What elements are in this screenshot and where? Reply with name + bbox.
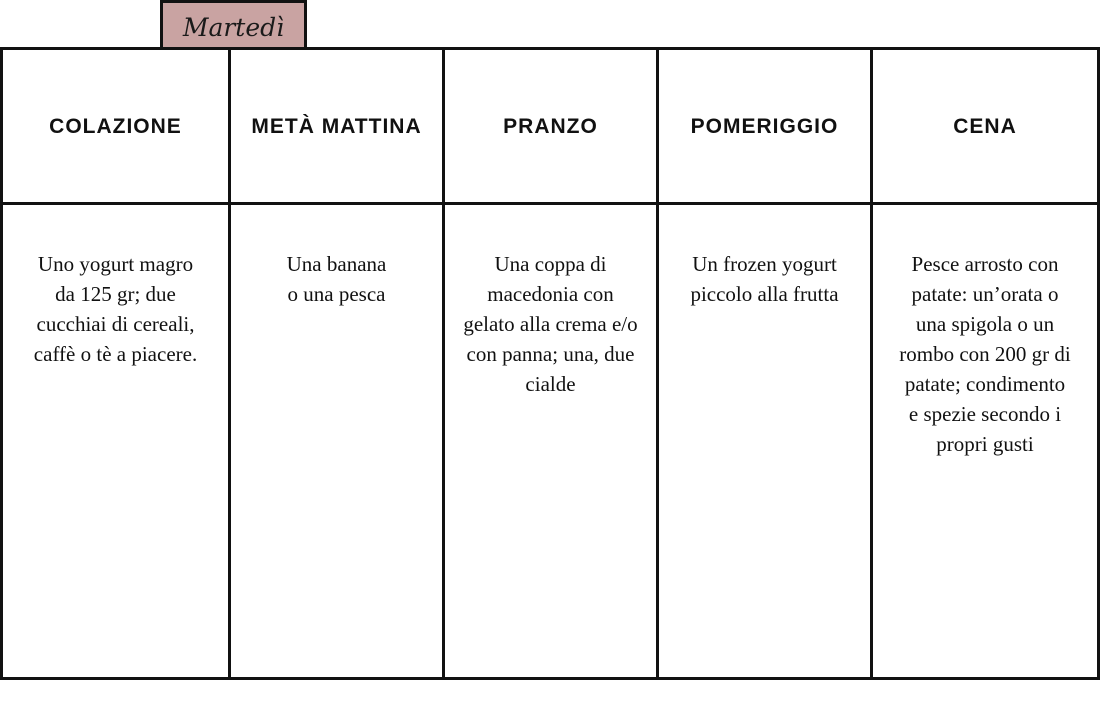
- cell-line: gelato alla crema e/o: [463, 312, 638, 336]
- meal-plan-table: [0, 47, 1100, 680]
- cell-line: rombo con 200 gr di: [899, 342, 1071, 366]
- cell-pomeriggio: [659, 205, 873, 677]
- cell-line: Un frozen yogurt: [692, 252, 837, 276]
- cell-line: macedonia con: [487, 282, 614, 306]
- cell-line: Pesce arrosto con: [911, 252, 1059, 276]
- cell-line: caffè o tè a piacere.: [33, 342, 198, 366]
- header-pomeriggio: POMERIGGIO: [659, 50, 873, 205]
- cell-line: o una pesca: [287, 282, 386, 306]
- cell-colazione: [3, 205, 231, 677]
- cell-line: propri gusti: [936, 432, 1034, 456]
- cell-line: Una banana: [286, 252, 387, 276]
- day-tab: Martedì: [160, 0, 307, 47]
- cell-line: piccolo alla frutta: [690, 282, 839, 306]
- cell-line: una spigola o un: [915, 312, 1055, 336]
- cell-line: da 125 gr; due: [55, 282, 176, 306]
- cell-pranzo: [445, 205, 659, 677]
- header-colazione: COLAZIONE: [3, 50, 231, 205]
- cell-line: patate; condimento: [904, 372, 1066, 396]
- cell-line: Uno yogurt magro: [37, 252, 194, 276]
- header-cena: CENA: [873, 50, 1097, 205]
- cell-line: e spezie secondo i: [908, 402, 1062, 426]
- cell-line: Una coppa di: [494, 252, 607, 276]
- cell-line: con panna; una, due: [466, 342, 635, 366]
- header-meta-mattina: METÀ MATTINA: [231, 50, 445, 205]
- header-pranzo: PRANZO: [445, 50, 659, 205]
- cell-line: patate: un’orata o: [911, 282, 1059, 306]
- cell-cena: [873, 205, 1097, 677]
- cell-line: cucchiai di cereali,: [36, 312, 195, 336]
- cell-meta-mattina: [231, 205, 445, 677]
- cell-line: cialde: [525, 372, 576, 396]
